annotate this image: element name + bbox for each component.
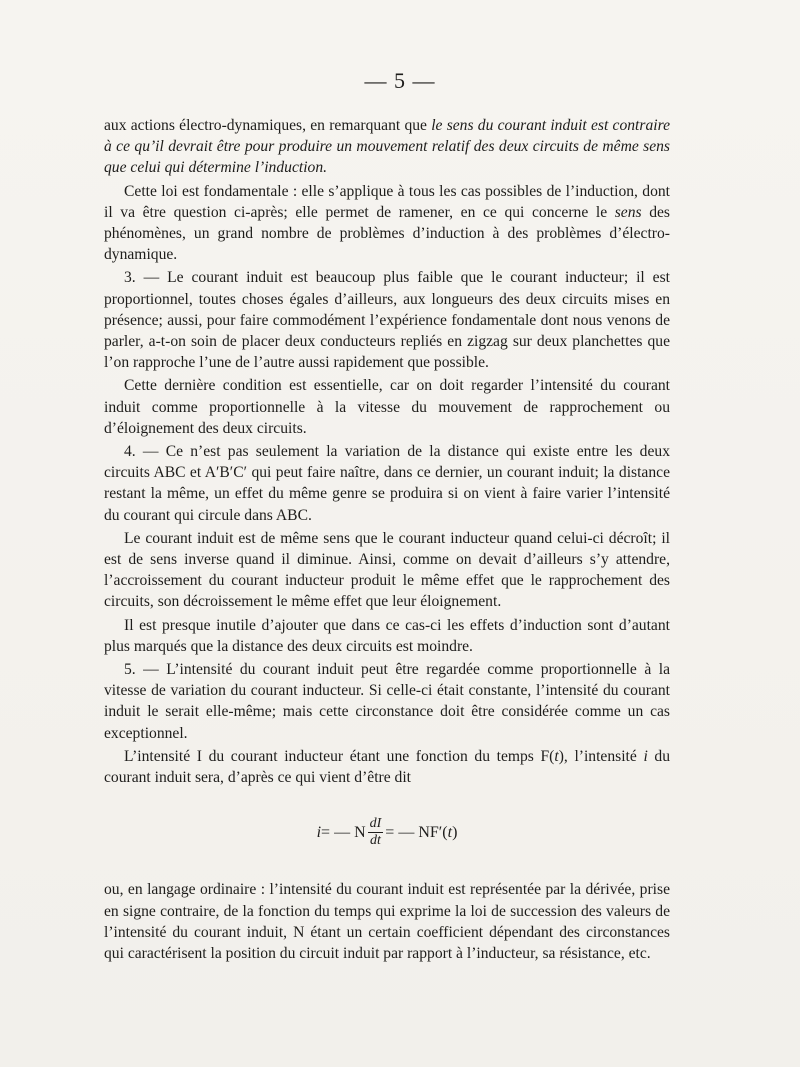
fraction-numerator: dI bbox=[369, 816, 382, 832]
paragraph-section-5: 5. — L’intensité du courant induit peut être regardée comme proportionnelle à la vitesse de variation du courant inducteur. Si celle-ci était constante, l’intensité du courant induit le serait elle-même; mais cette circonstance doit être considérée comme un cas exceptionnel. bbox=[104, 661, 670, 742]
text-run: du courant induit sera, d’après ce qui vient d’être dit bbox=[104, 747, 671, 787]
italic-run: i bbox=[643, 747, 648, 765]
paragraph: Il est presque inutile d’ajouter que dans ce cas-ci les effets d’induction sont d’autant plus marqués que la distance des deux circuits est moindre. bbox=[104, 616, 670, 655]
equation-part: = — N bbox=[321, 824, 366, 842]
text-run: Cette loi est fondamentale : elle s’applique à tous les cas possibles de l’induction, dont il va être question ci-après; elle permet de ramener, en ce qui concerne le bbox=[104, 182, 670, 221]
paragraph bbox=[104, 181, 670, 266]
italic-run: t bbox=[554, 747, 559, 765]
paragraph: Cette dernière condition est essentielle, car on doit regarder l’intensité du courant induit comme proportionnelle à la vitesse du mouvement de rapprochement ou d’éloignement des deux circuits. bbox=[104, 377, 670, 437]
italic-run: le sens du courant induit est contraire à ce qu’il devrait être pour produire un mouvement relatif des deux circuits de même sens que celui qui détermine l’induction. bbox=[104, 117, 670, 177]
paragraph bbox=[104, 115, 670, 179]
equation-lhs: i bbox=[316, 824, 322, 842]
body-text bbox=[104, 115, 670, 966]
equation-part: ) bbox=[452, 824, 458, 842]
paragraph: Le courant induit est de même sens que le courant inducteur quand celui-ci décroît; il est de sens inverse quand il diminue. Ainsi, comme on devait d’ailleurs s’y attendre, l’accroissement du courant inducteur produit le même effet que le rapprochement des circuits, son décroissement le même effet que leur éloignement. bbox=[104, 529, 670, 611]
text-run: des phénomènes, un grand nombre de problèmes d’induction à des problèmes d’électro-dynamique. bbox=[104, 203, 670, 264]
text-run: L’intensité I du courant inducteur étant une fonction du temps F( bbox=[124, 747, 555, 765]
paragraph-section-3: 3. — Le courant induit est beaucoup plus faible que le courant inducteur; il est proportionnel, toutes choses égales d’ailleurs, aux longueurs des deux circuits mises en présence; aussi, pour faire commodément l’expérience fondamentale dont nous venons de parler, a-t-on soin de placer deux conducteurs repliés en zigzag sur deux planchettes que l’on rapproche l’une de l’autre aussi rapidement que possible. bbox=[104, 269, 670, 372]
paragraph bbox=[104, 746, 670, 788]
paragraph: ou, en langage ordinaire : l’intensité du courant induit est représentée par la dérivée, prise en signe contraire, de la fonction du temps qui exprime la loi de succession des valeurs de l’intensité du courant induit, N étant un certain coefficient dépendant des circonstances qui caractérisent la position du circuit induit par rapport à l’inducteur, sa résistance, etc. bbox=[104, 881, 670, 962]
fraction-denominator: dt bbox=[370, 833, 381, 849]
paragraph-section-4: 4. — Ce n’est pas seulement la variation de la distance qui existe entre les deux circuits ABC et A′B′C′ qui peut faire naître, dans ce dernier, un courant induit; la distance restant la même, un effet du même genre se produira si on vient à faire varier l’intensité du courant qui circule dans ABC. bbox=[104, 443, 670, 524]
equation bbox=[104, 816, 670, 849]
equation-var: t bbox=[447, 824, 453, 842]
equation-part: = — NF′( bbox=[385, 824, 448, 842]
equation-fraction bbox=[368, 816, 384, 849]
italic-run: sens bbox=[614, 203, 642, 221]
page-number: — 5 — bbox=[364, 68, 436, 93]
text-run: aux actions électro-dynamiques, en remarquant que bbox=[104, 117, 432, 134]
text-run: ), l’intensité bbox=[558, 747, 644, 765]
